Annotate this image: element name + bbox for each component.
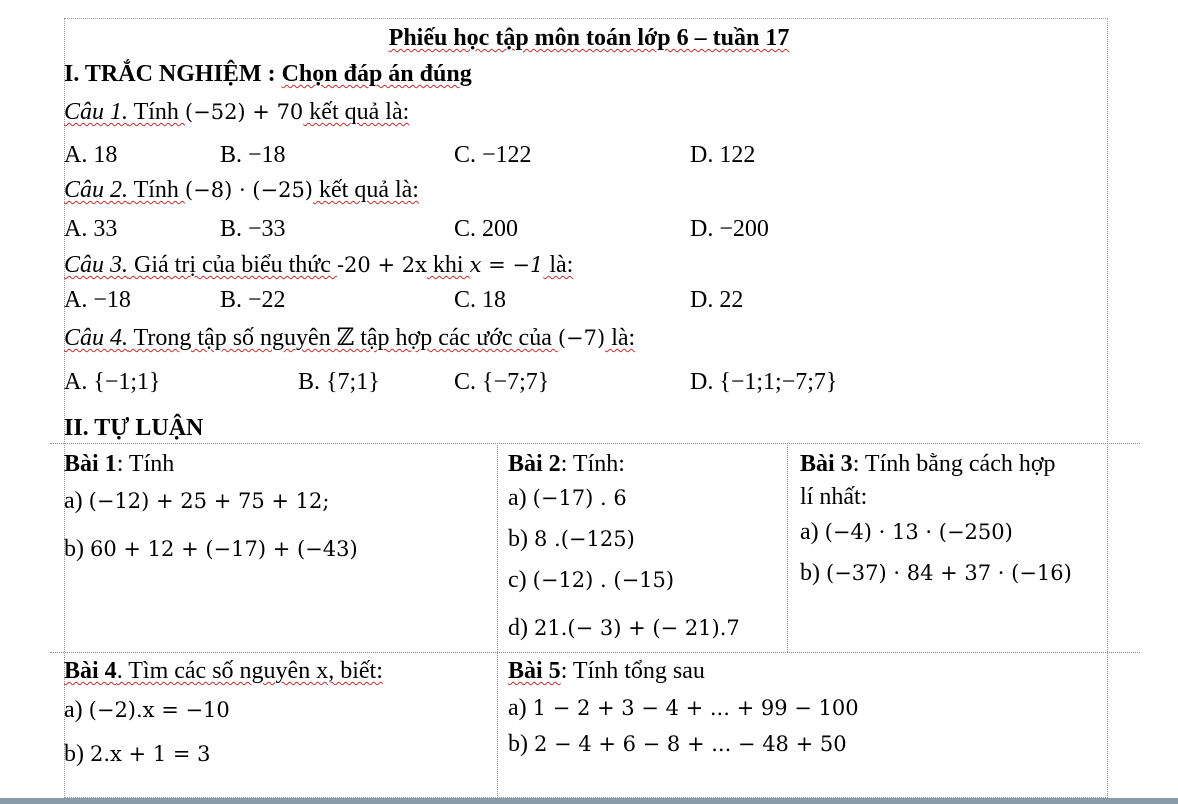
page-title-text: Phiếu học tập môn toán lớp 6 – tuần 17 [388,25,790,51]
option-text: A. 33 [64,216,118,242]
option-text: D. {−1;1;−7;7} [690,369,838,395]
question-2-option-a [64,215,117,243]
question-3 [64,251,573,279]
question-4 [64,324,635,352]
option-text: C. 200 [454,216,519,242]
bai3-item-b [800,559,1072,587]
question-3-label: Câu 3. [64,252,129,278]
question-3-condition: x = −1 [469,253,544,277]
question-1-option-c [454,141,532,169]
page-title [0,24,1178,52]
item-expression: 2 − 4 + 6 − 8 + ... − 48 + 50 [534,732,847,756]
question-1 [64,98,409,126]
question-3-text: Giá trị của biểu thức [128,252,337,278]
option-text: D. 122 [690,142,756,168]
question-4-option-c [454,368,549,396]
item-label: a) [64,697,89,723]
option-text: C. −122 [454,142,532,168]
question-3-option-b [220,286,286,314]
bai5-title-bold: Bài 5 [508,658,561,684]
section1-heading-text: Chọn đáp án đúng [281,61,472,87]
bai5-title-rest: : Tính tổng sau [560,658,705,684]
option-text: B. {7;1} [298,369,380,395]
question-2-option-d [690,215,769,243]
table-row-divider [50,652,1140,653]
bai3-title-rest: : Tính bằng cách hợp [852,451,1056,477]
item-expression: (−12) + 25 + 75 + 12; [88,489,330,513]
bai3-title-line2-text: lí nhất: [800,484,868,510]
question-1-option-d [690,141,755,169]
question-3-text-after: là: [543,252,574,278]
bai4-item-a [64,696,230,724]
option-text: C. 18 [454,287,507,313]
bai2-title-bold: Bài 2 [508,451,561,477]
section1-heading-number: I. TRẮC NGHIỆM : [64,61,282,87]
table-column-divider-1 [497,443,498,798]
question-4-expression: (−7) [557,326,606,350]
item-label: a) [508,695,533,721]
question-2-expression: (−8) · (−25) [184,178,313,202]
item-label: b) [64,741,90,767]
option-text: D. 22 [690,287,744,313]
section1-heading [64,60,472,88]
section2-heading [64,414,203,442]
bai5-item-a [508,694,859,722]
question-3-option-a [64,286,131,314]
question-4-text-after: là: [605,325,636,351]
item-label: b) [508,526,534,552]
question-1-option-a [64,141,117,169]
question-3-option-c [454,286,506,314]
bai1-item-b [64,535,358,563]
question-2-text: Tính [128,177,185,203]
bai1-title [64,450,174,478]
question-4-text: Trong tập số nguyên ℤ tập hợp các ước của [128,325,558,351]
item-expression: (−17) . 6 [532,486,627,510]
question-2-text-after: kết quả là: [313,177,419,203]
bai5-title [508,657,705,685]
bai4-title-bold: Bài 4 [64,658,117,684]
item-expression: 21.(− 3) + (− 21).7 [534,616,740,640]
option-text: A. {−1;1} [64,369,161,395]
bai4-title-rest: . Tìm các số nguyên x, biết: [116,658,383,684]
item-expression: 2.x + 1 = 3 [90,742,211,766]
option-text: B. −22 [220,287,286,313]
item-label: d) [508,615,534,641]
bai2-item-d [508,614,740,642]
option-text: B. −18 [220,142,286,168]
bai3-title-bold: Bài 3 [800,451,853,477]
window-bottom-edge [0,798,1178,804]
item-expression: (−12) . (−15) [532,568,675,592]
item-label: a) [800,519,825,545]
bai4-title [64,657,383,685]
item-expression: (−37) · 84 + 37 · (−16) [826,561,1072,585]
item-label: c) [508,567,533,593]
bai1-item-a [64,487,329,515]
question-1-label: Câu 1. [64,99,129,125]
section2-heading-text: II. TỰ LUẬN [64,415,204,441]
question-2-option-c [454,215,518,243]
item-label: b) [508,731,534,757]
table-column-divider-2 [787,443,788,652]
question-4-option-b [298,368,380,396]
bai4-item-b [64,740,211,768]
bai1-title-rest: : Tính [116,451,175,477]
question-2 [64,176,419,204]
bai5-item-b [508,730,847,758]
bai2-item-c [508,566,674,594]
bai3-item-a [800,518,1013,546]
option-text: A. 18 [64,142,118,168]
question-4-option-d [690,368,837,396]
item-expression: 60 + 12 + (−17) + (−43) [90,537,358,561]
question-1-text: Tính [128,99,185,125]
item-label: b) [800,560,826,586]
question-4-option-a [64,368,161,396]
bai1-title-bold: Bài 1 [64,451,117,477]
question-3-expression: -20 + 2x [336,253,427,277]
question-1-text-after: kết quả là: [303,99,410,125]
item-expression: 8 .(−125) [534,527,635,551]
item-expression: (−4) · 13 · (−250) [824,520,1013,544]
option-text: B. −33 [220,216,286,242]
question-2-label: Câu 2. [64,177,129,203]
question-4-label: Câu 4. [64,325,129,351]
bai2-item-a [508,484,627,512]
bai2-title [508,450,625,478]
question-1-expression: (−52) + 70 [184,100,304,124]
item-label: b) [64,536,90,562]
option-text: C. {−7;7} [454,369,550,395]
table-top-border [50,443,1140,444]
item-expression: 1 − 2 + 3 − 4 + ... + 99 − 100 [532,696,859,720]
question-3-text-mid: khi [426,252,470,278]
item-expression: (−2).x = −10 [88,698,230,722]
option-text: D. −200 [690,216,769,242]
question-2-option-b [220,215,286,243]
bai3-title-line2 [800,483,867,511]
bai2-title-rest: : Tính: [560,451,625,477]
option-text: A. −18 [64,287,131,313]
item-label: a) [508,485,533,511]
bai2-item-b [508,525,635,553]
question-1-option-b [220,141,286,169]
item-label: a) [64,488,89,514]
bai3-title [800,450,1056,478]
question-3-option-d [690,286,743,314]
